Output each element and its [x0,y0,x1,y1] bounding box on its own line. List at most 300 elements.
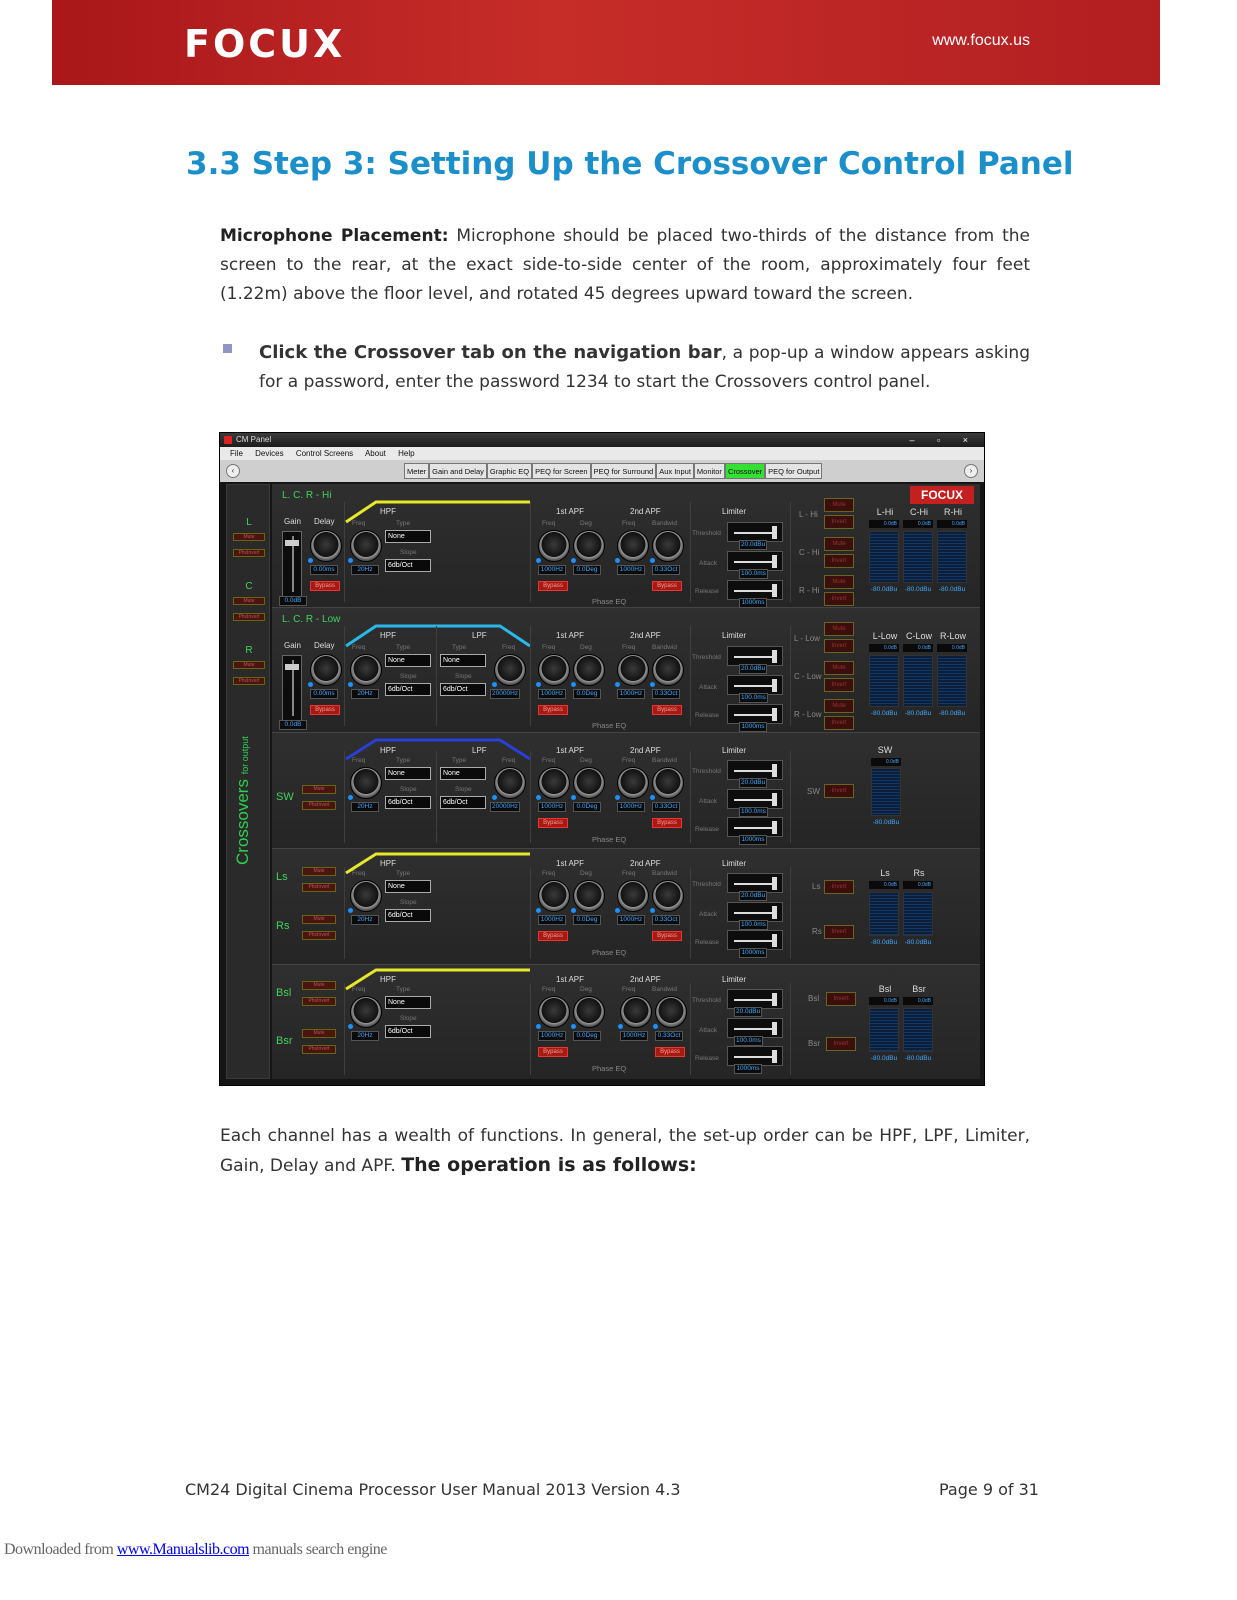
window-controls[interactable]: – ▫ × [909,435,978,445]
apf1-freq-label: Freq [542,986,556,993]
tab-peq-output[interactable]: PEQ for Output [765,463,822,479]
delay-value: 0.00ms [310,689,338,699]
hpf-slope-select[interactable]: 6db/Oct [385,1025,431,1038]
hpf-type-label: Type [396,644,411,651]
apf1-freq-knob[interactable] [538,767,570,799]
apf1-deg-knob[interactable] [573,654,605,686]
tab-meter[interactable]: Meter [404,463,429,479]
ls-mute-button[interactable]: Mute [302,867,336,876]
apf1-deg-label: Deg [580,986,592,993]
threshold-slider[interactable] [727,760,783,780]
release-value: 1000ms [739,948,767,958]
meter-rs [903,892,933,936]
divider [790,626,791,726]
download-credit [4,1541,387,1559]
attack-value: 100.0ms [741,921,766,928]
lpf-type-select[interactable]: None [440,654,486,667]
meter-value-r-hi: -80.0dBu [938,586,966,593]
rs-invert-button[interactable]: Invert [824,925,854,939]
meter-value-c-low: -80.0dBu [904,710,932,717]
bullet-icon [223,344,232,353]
release-value: 1000ms [739,835,767,845]
gain-bypass-button[interactable]: Bypass [310,581,340,591]
apf1-label: 1st APF [556,631,585,640]
lpf-slope-label: Slope [455,786,472,793]
apf2-bandwidth-value: 0.33Oct [652,915,680,925]
bsl-invert-button[interactable]: Invert [826,992,856,1006]
hpf-slope-select[interactable]: 6db/Oct [385,796,431,809]
apf1-label: 1st APF [556,859,585,868]
hpf-label: HPF [380,975,396,984]
apf2-bypass-button[interactable]: Bypass [652,581,682,591]
apf1-freq-value: 1000Hz [538,1031,566,1041]
l-phase-invert-button[interactable]: PhsInvert [233,549,265,557]
apf2-bandwidth-label: Bandwid [652,757,677,764]
meter-r-hi [937,531,967,583]
attack-value: 100.0ms [736,1037,761,1044]
ch-label-sw: SW [807,787,820,796]
ch-label-ls: Ls [812,882,821,891]
attack-value: 100.0ms [741,808,766,815]
release-value: 1000ms [734,1064,762,1074]
c-mute-button[interactable]: Mute [233,597,265,605]
apf1-freq-value: 1000Hz [538,565,566,575]
threshold-value: 20.0dBu [741,892,766,899]
meter-l-hi [869,531,899,583]
meter-title-c-low: C-Low [905,631,932,641]
hpf-curve-icon [344,498,532,524]
apf2-bandwidth-label: Bandwid [652,870,677,877]
delay-label: Delay [314,641,335,650]
lpf-freq-knob[interactable] [494,654,526,686]
meter-value-l-low: -80.0dBu [870,710,898,717]
lpf-label: LPF [472,631,487,640]
apf1-freq-knob[interactable] [538,996,570,1028]
menu-devices[interactable]: Devices [255,449,284,458]
release-slider[interactable] [727,817,783,837]
attack-label: Attack [699,1027,718,1034]
apf2-freq-label: Freq [622,520,636,527]
apf1-bypass-button[interactable]: Bypass [538,581,568,591]
meter-top-bsl: 0.0dB [869,997,899,1005]
divider [690,983,691,1075]
divider [530,626,531,726]
tab-strip [404,463,822,479]
hpf-freq-label: Freq [352,757,366,764]
instruction-lead: Click the Crossover tab on the navigation bar [259,342,722,363]
divider [790,502,791,602]
apf1-freq-value: 1000Hz [538,689,566,699]
apf2-freq-label: Freq [622,986,636,993]
hpf-freq-label: Freq [352,986,366,993]
hpf-freq-value: 20Hz [351,1031,379,1041]
divider [690,867,691,959]
apf1-bypass-button[interactable]: Bypass [538,931,568,941]
apf2-freq-knob[interactable] [617,767,649,799]
header-band [52,0,1160,85]
apf1-deg-value: 0.0Deg [573,689,601,699]
hpf-slope-select[interactable]: 6db/Oct [385,559,431,572]
lpf-freq-label: Freq [502,757,516,764]
apf1-freq-knob[interactable] [538,880,570,912]
hpf-label: HPF [380,631,396,640]
apf1-deg-label: Deg [580,757,592,764]
hpf-freq-knob[interactable] [350,654,382,686]
limiter-label: Limiter [722,631,747,640]
apf2-freq-value: 1000Hz [617,802,645,812]
meter-top-c-low: 0.0dB [903,644,933,652]
apf1-label: 1st APF [556,746,585,755]
mic-paragraph [220,222,1030,309]
apf1-freq-knob[interactable] [538,530,570,562]
delay-knob[interactable] [310,530,342,562]
release-slider[interactable] [727,930,783,950]
r-phase-invert-button[interactable]: PhsInvert [233,677,265,685]
release-label: Release [695,1055,719,1062]
meter-top-rs: 0.0dB [903,881,933,889]
menu-about[interactable]: About [364,449,386,458]
meter-title-ls: Ls [880,868,890,878]
apf2-bandwidth-value: 0.33Oct [652,802,680,812]
lpf-slope-select[interactable]: 6db/Oct [440,683,486,696]
hpf-type-select[interactable]: None [385,767,431,780]
meter-l-low [869,655,899,707]
apf2-freq-knob[interactable] [617,530,649,562]
divider [690,626,691,726]
threshold-slider[interactable] [727,989,783,1009]
attack-slider[interactable] [727,1018,783,1038]
l-low-invert-button[interactable]: Invert [824,639,854,653]
apf2-freq-value: 1000Hz [617,565,645,575]
apf2-freq-knob[interactable] [617,654,649,686]
divider [690,751,691,843]
attack-slider[interactable] [727,789,783,809]
delay-label: Delay [314,517,335,526]
meter-value-r-low: -80.0dBu [938,710,966,717]
apf2-bandwidth-knob[interactable] [652,654,684,686]
apf2-bandwidth-label: Bandwid [652,520,677,527]
attack-value: 100.0ms [741,694,766,701]
r-hi-invert-button[interactable]: Invert [824,592,854,606]
apf2-bandwidth-knob[interactable] [652,530,684,562]
divider [436,626,437,726]
meter-bsr [903,1008,933,1052]
hpf-slope-select[interactable]: 6db/Oct [385,683,431,696]
hpf-freq-value: 20Hz [351,915,379,925]
divider [344,867,345,959]
apf2-freq-label: Freq [622,644,636,651]
rs-phase-invert-button[interactable]: PhsInvert [302,931,336,940]
apf2-bypass-button[interactable]: Bypass [652,818,682,828]
lpf-slope-label: Slope [455,673,472,680]
gain-bypass-button[interactable]: Bypass [310,705,340,715]
ch-label-r-hi: R - Hi [799,586,820,595]
functions-text: Each channel has a wealth of functions. In general, the set-up order can be HPF, LPF, Limiter, Gain, Delay and APF. [220,1126,1030,1176]
meter-title-l-low: L-Low [872,631,898,641]
apf2-bandwidth-knob[interactable] [652,880,684,912]
hpf-type-select[interactable]: None [385,996,431,1009]
threshold-label: Threshold [692,881,721,888]
divider [790,751,791,843]
apf1-deg-value: 0.0Deg [573,565,601,575]
attack-slider[interactable] [727,551,783,571]
site-url[interactable]: www.focux.us [932,32,1030,49]
sw-mute-button[interactable]: Mute [302,785,336,794]
meter-top-r-hi: 0.0dB [937,520,967,528]
threshold-value: 20.0dBu [736,1008,761,1015]
crossovers-title-text: Crossovers [233,779,252,865]
apf2-bypass-button[interactable]: Bypass [652,705,682,715]
limiter-label: Limiter [722,746,747,755]
apf1-deg-label: Deg [580,644,592,651]
c-low-mute-button[interactable]: Mute [824,661,854,675]
apf1-bypass-button[interactable]: Bypass [538,1047,568,1057]
apf2-bypass-button[interactable]: Bypass [652,931,682,941]
apf1-deg-knob[interactable] [573,530,605,562]
row-name: L. C. R - Low [282,614,341,625]
threshold-slider[interactable] [727,522,783,542]
apf2-bandwidth-knob[interactable] [652,767,684,799]
apf2-bandwidth-value: 0.33Oct [655,1031,683,1041]
ch-label-bsr: Bsr [808,1039,820,1048]
l-hi-invert-button[interactable]: Invert [824,515,854,529]
ls-phase-invert-button[interactable]: PhsInvert [302,883,336,892]
threshold-label: Threshold [692,530,721,537]
meter-r-low [937,655,967,707]
sw-invert-button[interactable]: Invert [824,784,854,798]
divider [344,983,345,1075]
tab-gain-and-delay[interactable]: Gain and Delay [429,463,487,479]
lpf-slope-select[interactable]: 6db/Oct [440,796,486,809]
attack-value: 100.0ms [741,570,766,577]
menu-file[interactable]: File [230,449,243,458]
ch-label-l-low: L - Low [794,634,820,643]
apf1-bypass-button[interactable]: Bypass [538,818,568,828]
l-mute-button[interactable]: Mute [233,533,265,541]
apf1-deg-knob[interactable] [573,880,605,912]
hpf-freq-knob[interactable] [350,880,382,912]
apf1-freq-value: 1000Hz [538,915,566,925]
lpf-type-label: Type [452,757,467,764]
apf1-deg-knob[interactable] [573,767,605,799]
bsr-invert-button[interactable]: Invert [826,1037,856,1051]
c-hi-mute-button[interactable]: Mute [824,537,854,551]
lpf-freq-value: 20000Hz [492,803,519,810]
release-slider[interactable] [727,704,783,724]
apf1-deg-knob[interactable] [573,996,605,1028]
menu-help[interactable]: Help [398,449,415,458]
left-channel-c: C [245,581,253,592]
gain-value: 0.0dB [279,596,307,606]
crossover-row-lcr-low [272,608,980,733]
section-title: 3.3 Step 3: Setting Up the Crossover Control Panel [186,146,1074,182]
c-low-invert-button[interactable]: Invert [824,678,854,692]
meter-title-rs: Rs [913,868,925,878]
delay-knob[interactable] [310,654,342,686]
apf2-label: 2nd APF [630,859,661,868]
apf1-freq-knob[interactable] [538,654,570,686]
r-low-invert-button[interactable]: Invert [824,716,854,730]
threshold-slider[interactable] [727,646,783,666]
lpf-freq-knob[interactable] [494,767,526,799]
r-hi-mute-button[interactable]: Mute [824,575,854,589]
hpf-type-select[interactable]: None [385,880,431,893]
tab-peq-screen[interactable]: PEQ for Screen [532,463,591,479]
hpf-label: HPF [380,746,396,755]
l-hi-mute-button[interactable]: Mute [824,498,854,512]
apf2-bandwidth-knob[interactable] [655,996,687,1028]
mic-label: Microphone Placement: [220,226,449,246]
apf2-label: 2nd APF [630,631,661,640]
phase-eq-label: Phase EQ [592,597,627,606]
hpf-freq-knob[interactable] [350,530,382,562]
meter-title-l-hi: L-Hi [876,507,894,517]
meter-value-sw: -80.0dBu [872,819,900,826]
release-slider[interactable] [727,580,783,600]
r-low-mute-button[interactable]: Mute [824,699,854,713]
attack-slider[interactable] [727,675,783,695]
row-name: SW [276,791,294,803]
phase-eq-label: Phase EQ [592,721,627,730]
hpf-slope-label: Slope [400,673,417,680]
apf2-freq-label: Freq [622,757,636,764]
operation-heading: The operation is as follows: [401,1154,697,1176]
row-name-bsr: Bsr [276,1035,293,1047]
hpf-slope-label: Slope [400,1015,417,1022]
row-name-rs: Rs [276,920,290,932]
footer-page-number: Page 9 of 31 [939,1480,1039,1499]
ch-label-bsl: Bsl [808,994,820,1003]
release-value: 1000ms [739,598,767,608]
row-name-bsl: Bsl [276,987,292,999]
attack-label: Attack [699,911,718,918]
c-hi-invert-button[interactable]: Invert [824,554,854,568]
manualslib-link[interactable]: www.Manualslib.com [116,1541,250,1558]
download-suffix: manuals search engine [249,1541,387,1558]
apf2-bandwidth-label: Bandwid [652,644,677,651]
ch-label-rs: Rs [812,927,822,936]
tab-monitor[interactable]: Monitor [694,463,725,479]
release-label: Release [695,939,719,946]
tab-scroll-right-icon[interactable]: › [964,464,978,478]
c-phase-invert-button[interactable]: PhsInvert [233,613,265,621]
release-slider[interactable] [727,1046,783,1066]
meter-bsl [869,1008,899,1052]
meter-c-low [903,655,933,707]
hpf-slope-label: Slope [400,549,417,556]
lpf-type-label: Type [452,644,467,651]
mic-text: Microphone should be placed two-thirds of the distance from the screen to the rear, at the exact side-to-side center of the room, approximately four feet (1.22m) above the floor level, and rotated 45 degrees upward toward the screen. [220,226,1030,304]
left-channel-l: L [246,517,252,528]
meter-top-r-low: 0.0dB [937,644,967,652]
apf1-label: 1st APF [556,507,585,516]
apf1-deg-label: Deg [580,520,592,527]
attack-slider[interactable] [727,902,783,922]
hpf-freq-value: 20Hz [351,689,379,699]
ch-label-c-hi: C - Hi [799,548,820,557]
divider [530,867,531,959]
hpf-label: HPF [380,859,396,868]
apf2-freq-value: 1000Hz [617,915,645,925]
apf1-freq-label: Freq [542,757,556,764]
apf1-label: 1st APF [556,975,585,984]
gain-fader[interactable] [282,531,302,597]
r-mute-button[interactable]: Mute [233,661,265,669]
gain-fader[interactable] [282,655,302,721]
attack-label: Attack [699,798,718,805]
menu-control-screens[interactable]: Control Screens [295,449,354,458]
l-low-mute-button[interactable]: Mute [824,622,854,636]
hpf-slope-select[interactable]: 6db/Oct [385,909,431,922]
apf1-bypass-button[interactable]: Bypass [538,705,568,715]
meter-value-rs: -80.0dBu [904,939,932,946]
apf2-label: 2nd APF [630,746,661,755]
apf1-freq-label: Freq [542,644,556,651]
hpf-freq-value: 20Hz [351,802,379,812]
divider [690,502,691,602]
apf2-freq-label: Freq [622,870,636,877]
tab-peq-surround[interactable]: PEQ for Surround [591,463,657,479]
apf1-freq-label: Freq [542,520,556,527]
row-name-ls: Ls [276,871,288,883]
focux-logo: FOCUX [184,22,346,66]
sw-phase-invert-button[interactable]: PhsInvert [302,801,336,810]
bsr-phase-invert-button[interactable]: PhsInvert [302,1045,336,1054]
bsr-mute-button[interactable]: Mute [302,1029,336,1038]
apf1-deg-value: 0.0Deg [573,802,601,812]
gain-label: Gain [284,517,301,526]
hpf-type-select[interactable]: None [385,530,431,543]
rs-mute-button[interactable]: Mute [302,915,336,924]
tab-crossover[interactable]: Crossover [725,463,765,479]
meter-value-ls: -80.0dBu [870,939,898,946]
bsl-phase-invert-button[interactable]: PhsInvert [302,997,336,1006]
hpf-slope-label: Slope [400,899,417,906]
ch-label-l-hi: L - Hi [799,510,818,519]
tab-graphic-eq[interactable]: Graphic EQ [487,463,532,479]
threshold-label: Threshold [692,997,721,1004]
meter-sw [871,768,901,816]
gain-label: Gain [284,641,301,650]
crossover-row-sw [272,733,980,849]
limiter-label: Limiter [722,975,747,984]
tabbar [220,460,984,482]
apf2-freq-knob[interactable] [617,880,649,912]
attack-label: Attack [699,684,718,691]
apf2-freq-knob[interactable] [620,996,652,1028]
threshold-slider[interactable] [727,873,783,893]
threshold-label: Threshold [692,654,721,661]
tab-aux-input[interactable]: Aux Input [656,463,694,479]
bsl-mute-button[interactable]: Mute [302,981,336,990]
divider [530,751,531,843]
ch-label-c-low: C - Low [794,672,822,681]
apf2-bandwidth-value: 0.33Oct [652,565,680,575]
apf2-bypass-button[interactable]: Bypass [655,1047,685,1057]
divider [344,751,345,843]
tab-scroll-left-icon[interactable]: ‹ [226,464,240,478]
meter-ls [869,892,899,936]
meter-title-r-low: R-Low [939,631,966,641]
apf2-label: 2nd APF [630,507,661,516]
footer-manual-title: CM24 Digital Cinema Processor User Manual 2013 Version 4.3 [185,1480,681,1499]
hpf-type-select[interactable]: None [385,654,431,667]
hpf-freq-knob[interactable] [350,996,382,1028]
lpf-type-select[interactable]: None [440,767,486,780]
delay-value: 0.00ms [310,565,338,575]
ls-invert-button[interactable]: Invert [824,880,854,894]
hpf-freq-knob[interactable] [350,767,382,799]
